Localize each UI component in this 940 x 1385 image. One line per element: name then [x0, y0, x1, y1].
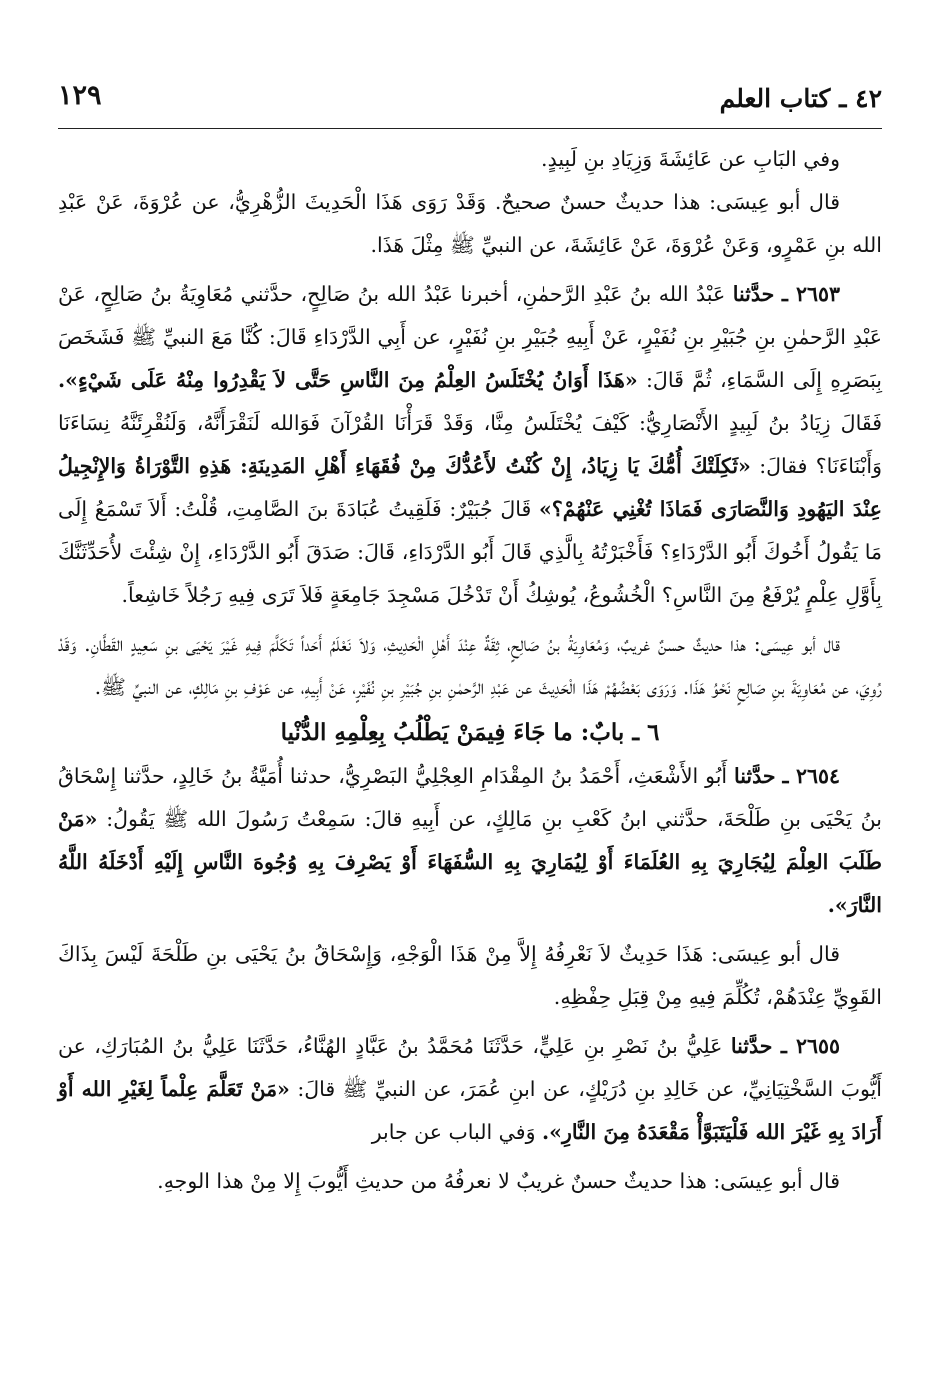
paragraph-bab: وفي البَابِ عن عَائِشَةَ وَزِيَادِ بنِ لَبِيدٍ. [541, 147, 840, 171]
narration-text: فَقَالَ زِيَادُ بنُ لَبِيدٍ الأَنْصَارِيُّ: كَيْفَ يُخْتَلَسُ مِنَّا، وَقَدْ قَرَأْنَا القُرْآنَ فَوَالله لَنَقْرَأَنَّهُ، وَلَنُقْرِئَنَّهُ نِسَاءَنَا وَأَبْنَاءَنَا؟ فقالَ: [58, 411, 882, 478]
matn-text: «مَنْ تَعَلَّمَ عِلْماً لِغَيْرِ الله أَوْ أَرَادَ بِهِ غَيْرَ الله فَلْيَتَبَوَّأْ مَقْعَدَهُ مِنَ النَّارِ». [58, 1077, 882, 1144]
narration-text: وَفي الباب عن جابر [371, 1120, 536, 1144]
hadith-number: ٢٦٥٥ ـ [780, 1034, 840, 1058]
page-header [58, 80, 882, 124]
isnad-text: عَبْدُ الله بنُ عَبْدِ الرَّحمٰنِ، أخبرنا عَبْدُ الله بنُ صَالِحٍ، حدَّثني مُعَاوِيَةُ بنُ صَالِحٍ، عَنْ عَبْدِ الرَّحمٰنِ بنِ جُبَيْرِ بنِ نُفَيْرٍ، عَنْ أَبِيهِ جُبَيْرِ بنِ نُفَيْرٍ، عن أَبِي الدَّرْدَاءِ قَالَ: كُنَّا مَعَ النبيِّ ﷺ فَشَخَصَ بِبَصَرِهِ إِلَى السَّمَاءِ، ثُمَّ قَالَ: [58, 282, 882, 392]
paragraph-abu-isa-2: قال أبو عِيسَى: هذا حديثٌ حسنٌ غريبٌ، وَمُعَاوِيَةُ بنُ صَالِحٍ، ثِقَةٌ عِنْدَ أَهْلِ الْحَدِيثِ، وَلاَ نَعْلَمُ أَحَداً تَكَلَّمَ فِيهِ غَيْرَ يَحْيَى بنِ سَعِيدٍ القَطَّانِ. وَقَدْ رُوِيَ، عن مُعَاوِيَةَ بنِ صَالِحٍ نَحْوُ هَذَا. وَرَوَى بَعْضُهُمْ هَذَا الْحَدِيثَ عن عَبْدِ الرَّحمٰنِ بنِ جُبَيْرِ بنِ نُفَيْرٍ، عَنْ أَبِيهِ، عن عَوْفِ بنِ مَالِكٍ، عن النبيِّ ﷺ. [58, 632, 882, 699]
narration-text: قَالَ جُبَيْرٌ: فَلَقِيتُ عُبَادَةَ بنَ الصَّامِتِ، قُلْتُ: أَلاَ تَسْمَعُ إِلَى مَا يَقُولُ أَخُوكَ أَبُو الدَّرْدَاءِ؟ فَأَخْبَرْتُهُ بِالَّذِي قَالَ أَبُو الدَّرْدَاءِ، قَالَ: صَدَقَ أَبُو الدَّرْدَاءِ، إِنْ شِئْتَ لأُحَدِّثَنَّكَ بِأَوَّلِ عِلْمٍ يُرْفَعُ مِنَ النَّاسِ؟ الْخُشُوعُ، يُوشِكُ أَنْ تَدْخُلَ مَسْجِدَ جَامِعَةٍ فَلاَ تَرَى فِيهِ رَجُلاً خَاشِعاً. [58, 497, 882, 607]
haddathana-label: حدَّثنا [730, 1034, 773, 1058]
paragraph-abu-isa-4: قال أبو عِيسَى: هذا حديثٌ حسنٌ غريبٌ لا نعرفُهُ من حديثِ أَيُّوبَ إِلا مِنْ هذا الوجهِ. [157, 1169, 840, 1193]
page-body [58, 138, 882, 1365]
hadith-2655 [58, 1025, 882, 1154]
hadith-2653 [58, 273, 882, 617]
isnad-text: أَبُو الأَشْعَثِ، أَحْمَدُ بنُ المِقْدَامِ العِجْلِيُّ البَصْرِيُّ، حدثنا أُمَيَّةُ بنُ خَالِدٍ، حدَّثنا إِسْحَاقُ بنُ يَحْيَى بنِ طَلْحَةَ، حدَّثني ابنُ كَعْبِ بنِ مَالِكٍ، عن أَبِيهِ قالَ: سَمِعْتُ رَسُولَ الله ﷺ يَقُولُ: [58, 764, 882, 831]
matn-text: «ثَكِلَتْكَ أُمُّكَ يَا زِيَادُ، إِنْ كُنْتُ لأَعُدُّكَ مِنْ فُقَهَاءِ أَهْلِ المَدِينَةِ: هَذِهِ التَّوْرَاةُ وَالإِنْجِيلُ عِنْدَ اليَهُودِ وَالنَّصَارَى فَمَاذَا تُغْنِي عَنْهُمْ؟» [58, 454, 883, 521]
chapter-heading: ٦ ـ بابٌ: ما جَاءَ فِيمَنْ يَطْلُبُ بِعِلْمِهِ الدُّنْيا [280, 719, 660, 746]
haddathana-label: حدَّثنا [733, 764, 776, 788]
paragraph-abu-isa-1: قال أبو عِيسَى: هذا حديثٌ حسنٌ صحيحٌ. وَقَدْ رَوَى هَذَا الْحَدِيثَ الزُّهْرِيُّ، عن عُرْوَةَ، عَنْ عَبْدِ الله بنِ عَمْرٍو، وَعَنْ عُرْوَةَ، عَنْ عَائِشَةَ، عن النبيِّ ﷺ مِثْلَ هَذَا. [58, 190, 882, 257]
hadith-number: ٢٦٥٤ ـ [782, 764, 840, 788]
matn-text: «هَذَا أَوَانُ يُخْتَلَسُ العِلْمُ مِنَ النَّاسِ حَتَّى لاَ يَقْدِرُوا مِنْهُ عَلَى شَيْءٍ». [58, 368, 638, 392]
header-rule [58, 128, 882, 129]
hadith-number: ٢٦٥٣ ـ [781, 282, 840, 306]
book-chapter-title: ٤٢ ـ كتاب العلم [719, 84, 882, 113]
page-number: ١٢٩ [58, 80, 102, 111]
isnad-text: عَلِيُّ بنُ نَصْرِ بنِ عَلِيٍّ، حَدَّثَنَا مُحَمَّدُ بنُ عَبَّادٍ الهُنَّاءُ، حَدَّثَنَا عَلِيُّ بنُ المُبَارَكِ، عن أَيُّوبَ السَّخْتِيَانِيِّ، عن خَالِدِ بنِ دُرَيْكٍ، عن ابنِ عُمَرَ، عن النبيِّ ﷺ قالَ: [58, 1034, 882, 1101]
matn-text: «مَنْ طَلَبَ العِلْمَ لِيُجَارِيَ بِهِ العُلَمَاءَ أَوْ لِيُمَارِيَ بِهِ السُّفَهَاءَ أَوْ يَصْرِفَ بِهِ وُجُوهَ النَّاسِ إِلَيْهِ أَدْخَلَهُ اللَّهُ النَّارَ». [58, 807, 882, 917]
paragraph-abu-isa-3: قال أبو عِيسَى: هَذَا حَدِيثٌ لاَ نَعْرِفُهُ إِلاَّ مِنْ هَذَا الْوَجْهِ، وَإِسْحَاقُ بنُ يَحْيَى بنِ طَلْحَةَ لَيْسَ بِذَاكَ القَوِيِّ عِنْدَهُمْ، تُكُلِّمَ فِيهِ مِنْ قِبَلِ حِفْظِهِ. [58, 942, 882, 1009]
haddathana-label: حدَّثنا [732, 282, 775, 306]
hadith-2654 [58, 755, 882, 927]
